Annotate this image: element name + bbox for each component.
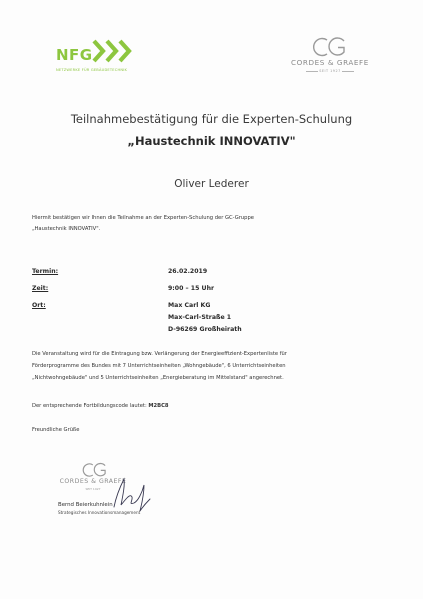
certificate-title: Teilnahmebestätigung für die Experten-Schulung bbox=[70, 112, 353, 126]
place-line: D-96269 Großheirath bbox=[168, 326, 242, 333]
date-label: Termin: bbox=[32, 268, 59, 275]
time-value: 9:00 – 15 Uhr bbox=[168, 285, 215, 292]
nfg-logo-subtitle: NETZWERKE FÜR GEBÄUDETECHNIK bbox=[56, 68, 128, 72]
cordes-graefe-since: SEIT 1927 bbox=[319, 69, 341, 73]
cg-monogram-icon bbox=[82, 462, 108, 478]
closing-text: Freundliche Grüße bbox=[32, 427, 80, 433]
handwritten-signature bbox=[110, 475, 152, 515]
intro-line: „Haustechnik INNOVATIV". bbox=[32, 226, 101, 232]
cg-monogram-icon bbox=[312, 36, 348, 58]
place-line: Max-Carl-Straße 1 bbox=[168, 314, 232, 321]
cordes-graefe-name: CORDES & GRAEFE bbox=[291, 58, 369, 67]
body-line: Die Veranstaltung wird für die Eintragung bzw. Verlängerung der Energieeffizient-Expertenliste für bbox=[32, 351, 287, 357]
place-line: Max Carl KG bbox=[168, 302, 211, 309]
intro-line: Hiermit bestätigen wir Ihnen die Teilnahme an der Experten-Schulung der GC-Gruppe bbox=[32, 215, 254, 221]
signer-name: Bernd Beierkuhnlein bbox=[58, 502, 113, 508]
body-line: „Nichtwohngebäude" und 5 Unterrichtseinheiten „Energieberatung im Mittelstand" angerechnet. bbox=[32, 375, 284, 381]
nfg-logo-text: NFG bbox=[56, 46, 93, 64]
course-name: „Haustechnik INNOVATIV" bbox=[127, 134, 296, 148]
participant-name: Oliver Lederer bbox=[174, 178, 249, 190]
divider-line bbox=[342, 71, 354, 72]
training-code-line bbox=[32, 403, 169, 409]
date-value: 26.02.2019 bbox=[168, 268, 208, 275]
body-line: Förderprogramme des Bundes mit 7 Unterrichtseinheiten „Wohngebäude", 6 Unterrichtseinheiten bbox=[32, 363, 286, 369]
training-code-label: Der entsprechende Fortbildungscode lautet: bbox=[32, 403, 147, 409]
signer-title: Strategisches Innovationsmanagement bbox=[58, 510, 141, 515]
nfg-chevrons-icon bbox=[92, 38, 136, 64]
cordes-graefe-name: CORDES & GRAEFE bbox=[59, 478, 127, 485]
cordes-graefe-since: SEIT 1927 bbox=[85, 487, 101, 491]
time-label: Zeit: bbox=[32, 285, 49, 292]
place-label: Ort: bbox=[32, 302, 46, 309]
training-code-value: M2BC8 bbox=[148, 403, 169, 409]
